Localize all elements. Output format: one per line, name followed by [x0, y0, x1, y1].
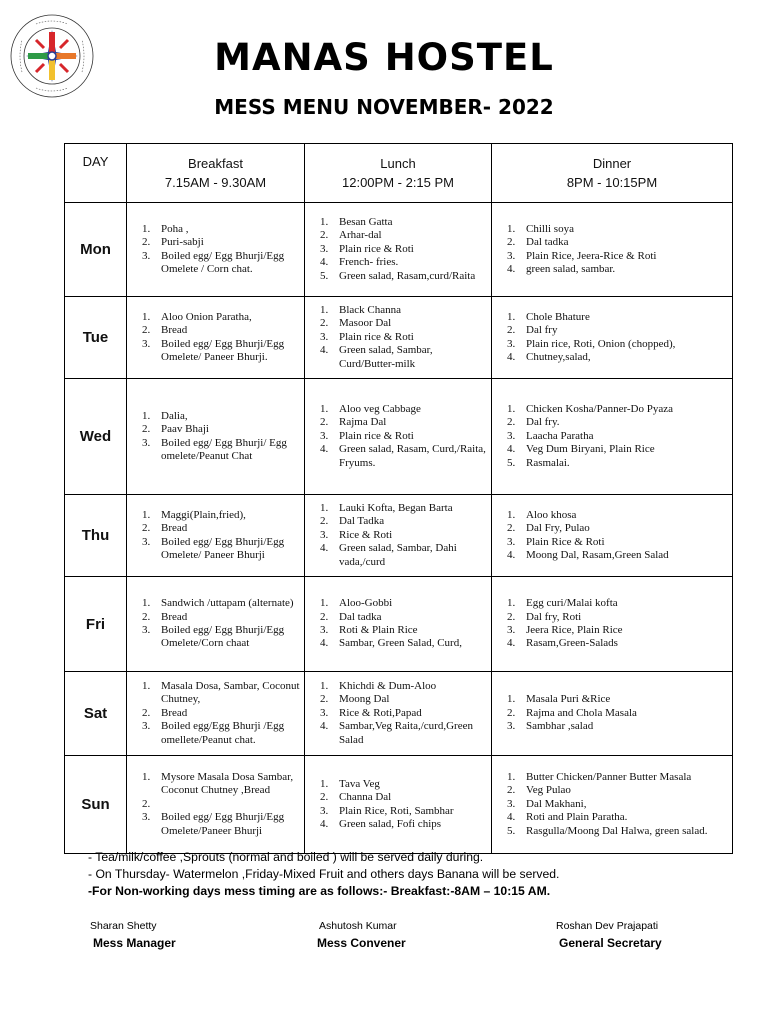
lunch-item-list: [305, 216, 487, 283]
signatory-role: General Secretary: [559, 936, 662, 950]
menu-item: 1. Besan Gatta: [331, 216, 487, 229]
menu-item: 2. Dal Tadka: [331, 515, 487, 528]
dinner-cell: [492, 756, 733, 854]
breakfast-item-list: [127, 597, 300, 651]
dinner-item-list: [492, 311, 728, 365]
menu-item: 5. Rasgulla/Moong Dal Halwa, green salad.: [518, 825, 728, 838]
menu-item: 2. Masoor Dal: [331, 317, 487, 330]
day-cell: Thu: [65, 495, 127, 577]
menu-item: 3. Boiled egg/ Egg Bhurji/Egg Omelete/ Paneer Bhurji.: [153, 338, 300, 365]
breakfast-cell: [127, 379, 305, 495]
menu-item: 2. Channa Dal: [331, 791, 487, 804]
header-lunch: Lunch 12:00PM - 2:15 PM: [305, 144, 492, 203]
menu-item: 4. Green salad, Sambar, Curd/Butter-milk: [331, 344, 487, 371]
menu-item: 3. Boiled egg/ Egg Bhurji/Egg Omelete/Corn chaat: [153, 624, 300, 651]
menu-item: 3. Plain Rice, Jeera-Rice & Roti: [518, 250, 728, 263]
table-header-row: [65, 144, 733, 203]
breakfast-item-list: [127, 771, 300, 838]
menu-item: 4. French- fries.: [331, 256, 487, 269]
breakfast-cell: [127, 203, 305, 297]
notes-section: [88, 849, 559, 900]
menu-item: 1. Dalia,: [153, 410, 300, 423]
menu-item: 2. Bread: [153, 324, 300, 337]
menu-item: 2. Puri-sabji: [153, 236, 300, 249]
note-daily-beverages: - Tea/milk/coffee ,Sprouts (normal and boiled ) will be served daily during.: [88, 850, 484, 864]
menu-item: 3. Sambhar ,salad: [518, 720, 728, 733]
header-breakfast: Breakfast 7.15AM - 9.30AM: [127, 144, 305, 203]
menu-item: 4. Green salad, Fofi chips: [331, 818, 487, 831]
table-row: [65, 672, 733, 756]
menu-item: 3. Plain Rice & Roti: [518, 536, 728, 549]
breakfast-item-list: [127, 311, 300, 365]
table-row: [65, 203, 733, 297]
lunch-cell: [305, 756, 492, 854]
mess-menu-table: [64, 143, 733, 854]
breakfast-item-list: [127, 223, 300, 277]
lunch-cell: [305, 577, 492, 672]
note-fruits: - On Thursday- Watermelon ,Friday-Mixed Fruit and others days Banana will be served.: [88, 867, 560, 881]
menu-item: 1. Egg curi/Malai kofta: [518, 597, 728, 610]
menu-item: 1. Aloo Onion Paratha,: [153, 311, 300, 324]
dinner-item-list: [492, 693, 728, 733]
menu-item: 1. Chilli soya: [518, 223, 728, 236]
dinner-cell: [492, 379, 733, 495]
lunch-item-list: [305, 778, 487, 832]
lunch-item-list: [305, 680, 487, 747]
menu-item: 3. Boiled egg/ Egg Bhurji/Egg Omelete/Paneer Bhurji: [153, 811, 300, 838]
dinner-cell: [492, 577, 733, 672]
breakfast-cell: [127, 672, 305, 756]
menu-item: 4. Sambar, Green Salad, Curd,: [331, 637, 487, 650]
dinner-cell: [492, 672, 733, 756]
menu-item: 2. Dal fry, Roti: [518, 611, 728, 624]
menu-item: 2. Moong Dal: [331, 693, 487, 706]
breakfast-cell: [127, 297, 305, 379]
menu-item: 3. Boiled egg/ Egg Bhurji/Egg Omelete/ Paneer Bhurji: [153, 536, 300, 563]
lunch-item-list: [305, 304, 487, 371]
menu-item: 3. Laacha Paratha: [518, 430, 728, 443]
menu-item: 1. Butter Chicken/Panner Butter Masala: [518, 771, 728, 784]
menu-item: 1. Aloo veg Cabbage: [331, 403, 487, 416]
menu-item: 1. Khichdi & Dum-Aloo: [331, 680, 487, 693]
menu-item: 2. Dal fry: [518, 324, 728, 337]
menu-item: 4. Green salad, Rasam, Curd,/Raita, Fryums.: [331, 443, 487, 470]
breakfast-cell: [127, 577, 305, 672]
menu-table-body: [65, 203, 733, 854]
menu-item: 2. Bread: [153, 707, 300, 720]
signatory-mess-convener: [317, 918, 406, 952]
menu-item: 3. Roti & Plain Rice: [331, 624, 487, 637]
menu-item: 1. Tava Veg: [331, 778, 487, 791]
menu-item: 5. Rasmalai.: [518, 457, 728, 470]
signatory-role: Mess Manager: [93, 936, 176, 950]
menu-item: 1. Mysore Masala Dosa Sambar, Coconut Chutney ,Bread: [153, 771, 300, 798]
menu-item: 2. Arhar-dal: [331, 229, 487, 242]
table-row: [65, 756, 733, 854]
breakfast-item-list: [127, 410, 300, 464]
lunch-cell: [305, 672, 492, 756]
breakfast-item-list: [127, 509, 300, 563]
menu-item: 4. Green salad, Sambar, Dahi vada,/curd: [331, 542, 487, 569]
menu-item: 1. Masala Dosa, Sambar, Coconut Chutney,: [153, 680, 300, 707]
page-title: MANAS HOSTEL: [214, 36, 554, 79]
dinner-item-list: [492, 597, 728, 651]
menu-item: 2. Paav Bhaji: [153, 423, 300, 436]
lunch-item-list: [305, 502, 487, 569]
dinner-item-list: [492, 509, 728, 563]
table-row: [65, 379, 733, 495]
breakfast-cell: [127, 495, 305, 577]
menu-item: 3. Plain rice & Roti: [331, 243, 487, 256]
menu-item: 1. Sandwich /uttapam (alternate): [153, 597, 300, 610]
header-day: DAY: [65, 144, 127, 203]
menu-item: 2. Dal tadka: [331, 611, 487, 624]
dinner-item-list: [492, 771, 728, 838]
menu-item: 3. Boiled egg/Egg Bhurji /Egg omellete/Peanut chat.: [153, 720, 300, 747]
table-row: [65, 495, 733, 577]
menu-item: 1. Black Channa: [331, 304, 487, 317]
signatory-name: Roshan Dev Prajapati: [556, 920, 659, 932]
menu-item: 4. Moong Dal, Rasam,Green Salad: [518, 549, 728, 562]
lunch-item-list: [305, 403, 487, 470]
day-cell: Mon: [65, 203, 127, 297]
day-cell: Sat: [65, 672, 127, 756]
dinner-item-list: [492, 223, 728, 277]
day-cell: Wed: [65, 379, 127, 495]
lunch-cell: [305, 495, 492, 577]
lunch-cell: [305, 203, 492, 297]
menu-item: 3. Dal Makhani,: [518, 798, 728, 811]
menu-item: 1. Poha ,: [153, 223, 300, 236]
menu-item: 3. Plain rice, Roti, Onion (chopped),: [518, 338, 728, 351]
day-cell: Tue: [65, 297, 127, 379]
dinner-cell: [492, 495, 733, 577]
header-dinner: Dinner 8PM - 10:15PM: [492, 144, 733, 203]
menu-item: 3. Rice & Roti: [331, 529, 487, 542]
menu-item: 2. Rajma and Chola Masala: [518, 707, 728, 720]
page-subtitle: MESS MENU NOVEMBER- 2022: [214, 95, 554, 119]
menu-item: 2. Dal fry.: [518, 416, 728, 429]
menu-item: 1. Aloo khosa: [518, 509, 728, 522]
breakfast-cell: [127, 756, 305, 854]
menu-item: 4. Chutney,salad,: [518, 351, 728, 364]
menu-item: 1. Chole Bhature: [518, 311, 728, 324]
menu-item: 4. Rasam,Green-Salads: [518, 637, 728, 650]
day-cell: Fri: [65, 577, 127, 672]
menu-item: 3. Plain Rice, Roti, Sambhar: [331, 805, 487, 818]
menu-item: 1. Chicken Kosha/Panner-Do Pyaza: [518, 403, 728, 416]
table-row: [65, 297, 733, 379]
menu-item: 3. Rice & Roti,Papad: [331, 707, 487, 720]
menu-item: 1. Aloo-Gobbi: [331, 597, 487, 610]
signatory-general-secretary: [556, 918, 662, 952]
menu-item: 4. Roti and Plain Paratha.: [518, 811, 728, 824]
signatory-name: Sharan Shetty: [90, 920, 157, 932]
menu-item: 3. Boiled egg/ Egg Bhurji/Egg Omelete / Corn chat.: [153, 250, 300, 277]
menu-item: 5. Green salad, Rasam,curd/Raita: [331, 270, 487, 283]
dinner-cell: [492, 203, 733, 297]
lunch-cell: [305, 379, 492, 495]
lunch-item-list: [305, 597, 487, 651]
signatory-mess-manager: [90, 918, 176, 952]
menu-item: 1. Maggi(Plain,fried),: [153, 509, 300, 522]
menu-item: 2. Bread: [153, 611, 300, 624]
menu-item: 3. Plain rice & Roti: [331, 430, 487, 443]
menu-item: 2. Veg Pulao: [518, 784, 728, 797]
dinner-item-list: [492, 403, 728, 470]
day-cell: Sun: [65, 756, 127, 854]
menu-item: 3. Plain rice & Roti: [331, 331, 487, 344]
menu-item: 4. green salad, sambar.: [518, 263, 728, 276]
lunch-cell: [305, 297, 492, 379]
menu-item: 3. Boiled egg/ Egg Bhurji/ Egg omelete/Peanut Chat: [153, 437, 300, 464]
signatory-role: Mess Convener: [317, 936, 406, 950]
dinner-cell: [492, 297, 733, 379]
menu-item: 4. Sambar,Veg Raita,/curd,Green Salad: [331, 720, 487, 747]
note-non-working-days: -For Non-working days mess timing are as follows:- Breakfast:-8AM – 10:15 AM.: [88, 884, 551, 898]
menu-item: 4. Veg Dum Biryani, Plain Rice: [518, 443, 728, 456]
menu-item: 2. Dal tadka: [518, 236, 728, 249]
menu-item: 3. Jeera Rice, Plain Rice: [518, 624, 728, 637]
menu-item: 1. Masala Puri &Rice: [518, 693, 728, 706]
menu-item: [153, 798, 300, 811]
table-row: [65, 577, 733, 672]
signatory-name: Ashutosh Kumar: [319, 920, 397, 932]
breakfast-item-list: [127, 680, 300, 747]
menu-item: 2. Rajma Dal: [331, 416, 487, 429]
menu-item: 1. Lauki Kofta, Began Barta: [331, 502, 487, 515]
menu-item: 2. Dal Fry, Pulao: [518, 522, 728, 535]
menu-item: 2. Bread: [153, 522, 300, 535]
